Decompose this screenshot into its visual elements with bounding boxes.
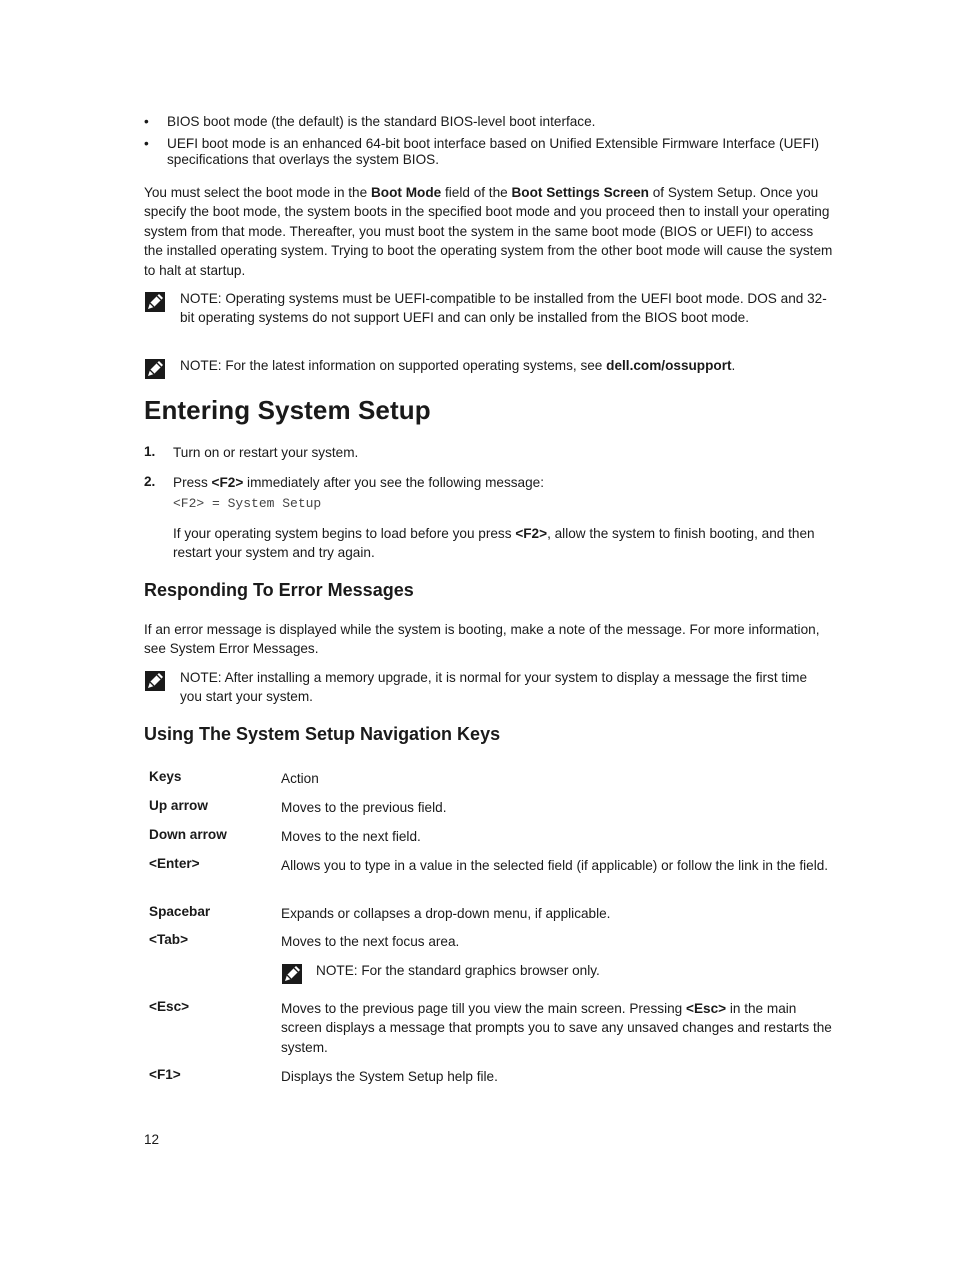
list-item bbox=[144, 136, 834, 169]
list-item bbox=[144, 114, 834, 131]
note-memory bbox=[180, 668, 832, 707]
dell-support-link[interactable]: dell.com/ossupport bbox=[606, 358, 732, 373]
action-text: in the main screen displays a message that prompts you to save any unsaved changes and restarts the system. bbox=[281, 1001, 832, 1055]
step-2-text bbox=[173, 473, 833, 492]
step-2-followup bbox=[173, 524, 833, 563]
intro-text: You must select the boot mode in the bbox=[144, 185, 371, 200]
system-setup-message-code: <F2> = System Setup bbox=[173, 496, 322, 511]
note-body: After installing a memory upgrade, it is normal for your system to display a message the first time you start your system. bbox=[180, 670, 808, 705]
boot-mode-list bbox=[144, 114, 834, 174]
step-text: Press bbox=[173, 475, 212, 490]
note-pencil-icon bbox=[144, 291, 166, 313]
note-body: Operating systems must be UEFI-compatible to be installed from the UEFI boot mode. DOS and 32-bit operating systems do not support UEFI and can only be installed from the BIOS boot mode. bbox=[180, 291, 827, 326]
note-body: . bbox=[731, 358, 736, 373]
boot-settings-term: Boot Settings Screen bbox=[511, 185, 649, 200]
table-action bbox=[281, 999, 836, 1057]
step-text: immediately after you see the following message: bbox=[243, 475, 545, 490]
table-key: Spacebar bbox=[149, 904, 211, 919]
boot-mode-term: Boot Mode bbox=[370, 185, 442, 200]
step-1-text: Turn on or restart your system. bbox=[173, 445, 359, 460]
note-tab bbox=[316, 961, 832, 980]
note-body: For the standard graphics browser only. bbox=[357, 963, 600, 978]
intro-text: field of the bbox=[441, 185, 512, 200]
section-title-error-messages: Responding To Error Messages bbox=[144, 580, 414, 600]
note-uefi bbox=[180, 289, 832, 328]
section-title-entering-setup: Entering System Setup bbox=[144, 395, 431, 425]
note-label: NOTE: bbox=[180, 358, 222, 373]
step-number: 1. bbox=[144, 444, 156, 459]
table-header-keys: Keys bbox=[149, 769, 182, 784]
page-number: 12 bbox=[144, 1132, 160, 1147]
note-label: NOTE: bbox=[180, 291, 222, 306]
intro-text: of System Setup. Once you specify the boot mode, the system boots in the specified boot mode and you proceed then to install your operating system from that mode. Thereafter, you must boot the system in the same boot mode (BIOS or UEFI) to access the installed operating system. Trying to boot the operating system from the other boot mode will cause the system to halt at startup. bbox=[144, 185, 833, 278]
table-key: Up arrow bbox=[149, 798, 208, 813]
step-number: 2. bbox=[144, 474, 156, 489]
table-action: Expands or collapses a drop-down menu, if applicable. bbox=[281, 906, 611, 921]
table-key: <Esc> bbox=[149, 999, 190, 1014]
note-body: For the latest information on supported operating systems, see bbox=[221, 358, 607, 373]
note-latest bbox=[180, 356, 832, 375]
note-label: NOTE: bbox=[316, 963, 358, 978]
table-key: <F1> bbox=[149, 1067, 181, 1082]
bullet-glyph: • bbox=[144, 135, 149, 151]
bullet-text: BIOS boot mode (the default) is the standard BIOS-level boot interface. bbox=[167, 114, 596, 129]
table-action: Displays the System Setup help file. bbox=[281, 1069, 498, 1084]
table-action: Moves to the previous field. bbox=[281, 800, 447, 815]
error-messages-paragraph: If an error message is displayed while the system is booting, make a note of the message. For more information, see System Error Messages. bbox=[144, 622, 820, 657]
intro-paragraph bbox=[144, 183, 834, 280]
followup-text: , allow the system to finish booting, and then restart your system and try again. bbox=[173, 526, 815, 561]
key-esc: <Esc> bbox=[686, 1001, 727, 1016]
table-header-action: Action bbox=[281, 771, 319, 786]
table-key: <Tab> bbox=[149, 932, 189, 947]
section-title-navigation-keys: Using The System Setup Navigation Keys bbox=[144, 724, 501, 744]
note-pencil-icon bbox=[144, 670, 166, 692]
followup-text: If your operating system begins to load before you press bbox=[173, 526, 516, 541]
table-action: Moves to the next field. bbox=[281, 829, 421, 844]
note-pencil-icon bbox=[144, 358, 166, 380]
key-f2: <F2> bbox=[211, 475, 244, 490]
note-pencil-icon bbox=[281, 963, 303, 985]
key-f2: <F2> bbox=[515, 526, 548, 541]
note-label: NOTE: bbox=[180, 670, 222, 685]
table-action: Moves to the next focus area. bbox=[281, 934, 460, 949]
table-key: Down arrow bbox=[149, 827, 227, 842]
action-text: Moves to the previous page till you view the main screen. Pressing bbox=[281, 1001, 686, 1016]
bullet-text: UEFI boot mode is an enhanced 64-bit boot interface based on Unified Extensible Firmware Interface (UEFI) specifications that overlays the system BIOS. bbox=[167, 135, 820, 168]
table-action: Allows you to type in a value in the selected field (if applicable) or follow the link in the field. bbox=[281, 858, 829, 873]
bullet-glyph: • bbox=[144, 114, 149, 129]
table-key: <Enter> bbox=[149, 856, 200, 871]
